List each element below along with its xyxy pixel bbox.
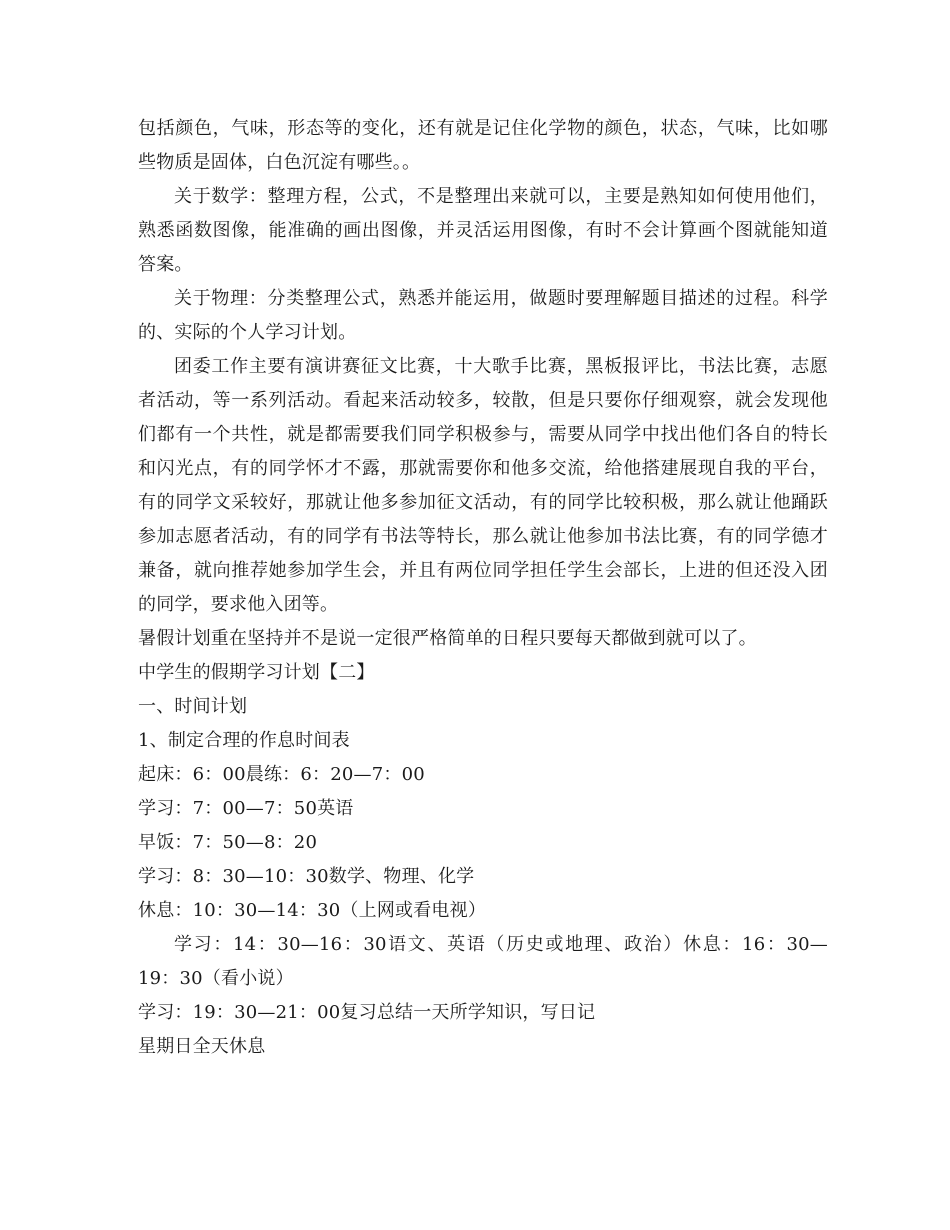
document-body — [138, 112, 828, 1064]
section-heading-plan-two: 中学生的假期学习计划【二】 — [138, 662, 375, 683]
schedule-item-wakeup: 起床：6：00晨练：6：20—7：00 — [138, 764, 425, 785]
paragraph-chemistry-continued: 包括颜色，气味，形态等的变化，还有就是记住化学物的颜色，状态，气味，比如哪些物质是固体，白色沉淀有哪些。。 — [138, 118, 828, 173]
paragraph-summer-plan: 暑假计划重在坚持并不是说一定很严格简单的日程只要每天都做到就可以了。 — [138, 628, 757, 649]
subheading-schedule: 1、制定合理的作息时间表 — [138, 730, 350, 751]
paragraph-league-work: 团委工作主要有演讲赛征文比赛，十大歌手比赛，黑板报评比，书法比赛，志愿者活动，等一系列活动。看起来活动较多，较散，但是只要你仔细观察，就会发现他们都有一个共性，就是都需要我们同学积极参与，需要从同学中找出他们各自的特长和闪光点，有的同学怀才不露，那就需要你和他多交流，给他搭建展现自我的平台，有的同学文采较好，那就让他多参加征文活动，有的同学比较积极，那么就让他踊跃参加志愿者活动，有的同学有书法等特长，那么就让他参加书法比赛，有的同学德才兼备，就向推荐她参加学生会，并且有两位同学担任学生会部长，上进的但还没入团的同学，要求他入团等。 — [138, 356, 828, 615]
schedule-item-english-study: 学习：7：00—7：50英语 — [138, 798, 354, 819]
schedule-item-science-study: 学习：8：30—10：30数学、物理、化学 — [138, 866, 475, 887]
schedule-item-breakfast: 早饭：7：50—8：20 — [138, 832, 318, 853]
subheading-time-plan: 一、时间计划 — [138, 696, 248, 717]
schedule-item-afternoon: 学习：14：30—16：30语文、英语（历史或地理、政治）休息：16：30—19：30（看小说） — [138, 934, 828, 989]
paragraph-math: 关于数学：整理方程，公式，不是整理出来就可以，主要是熟知如何使用他们，熟悉函数图像，能准确的画出图像，并灵活运用图像，有时不会计算画个图就能知道答案。 — [138, 186, 828, 275]
schedule-item-sunday: 星期日全天休息 — [138, 1036, 266, 1057]
paragraph-physics: 关于物理：分类整理公式，熟悉并能运用，做题时要理解题目描述的过程。科学的、实际的个人学习计划。 — [138, 288, 828, 343]
schedule-item-evening-review: 学习：19：30—21：00复习总结一天所学知识，写日记 — [138, 1002, 596, 1023]
schedule-item-rest-noon: 休息：10：30—14：30（上网或看电视） — [138, 900, 487, 921]
